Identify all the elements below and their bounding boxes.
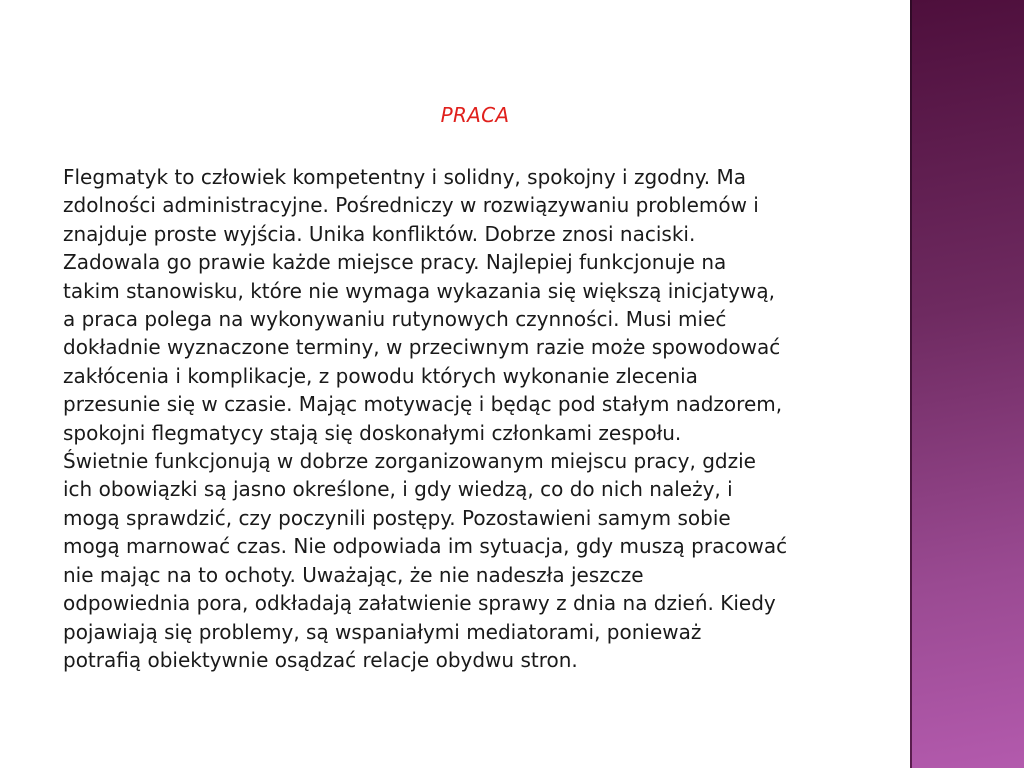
text-line: a praca polega na wykonywaniu rutynowych czynności. Musi mieć xyxy=(63,307,727,332)
text-line: mogą marnować czas. Nie odpowiada im sytuacja, gdy muszą pracować xyxy=(63,534,788,559)
text-line: dokładnie wyznaczone terminy, w przeciwnym razie może spowodować xyxy=(63,335,781,360)
text-line: potrafią obiektywnie osądzać relacje obydwu stron. xyxy=(63,647,578,672)
text-line: odpowiednia pora, odkładają załatwienie sprawy z dnia na dzień. Kiedy xyxy=(63,591,776,616)
text-line: takim stanowisku, które nie wymaga wykazania się większą inicjatywą, xyxy=(63,278,775,303)
slide-body-text xyxy=(63,163,899,674)
text-line: ich obowiązki są jasno określone, i gdy wiedzą, co do nich należy, i xyxy=(63,477,733,502)
text-line: Zadowala go prawie każde miejsce pracy. Najlepiej funkcjonuje na xyxy=(63,250,727,275)
text-line: zakłócenia i komplikacje, z powodu których wykonanie zlecenia xyxy=(63,363,698,388)
text-line: spokojni flegmatycy stają się doskonałymi członkami zespołu. xyxy=(63,420,682,445)
text-line: pojawiają się problemy, są wspaniałymi mediatorami, ponieważ xyxy=(63,619,702,644)
slide-title: PRACA xyxy=(440,103,510,127)
text-line: znajduje proste wyjścia. Unika konfliktów. Dobrze znosi naciski. xyxy=(63,221,696,246)
text-line: zdolności administracyjne. Pośredniczy w rozwiązywaniu problemów i xyxy=(63,193,759,218)
text-line: Flegmatyk to człowiek kompetentny i solidny, spokojny i zgodny. Ma xyxy=(63,165,746,189)
text-line: mogą sprawdzić, czy poczynili postępy. Pozostawieni samym sobie xyxy=(63,505,731,530)
text-line: przesunie się w czasie. Mając motywację i będąc pod stałym nadzorem, xyxy=(63,392,783,417)
text-line: nie mając na to ochoty. Uważając, że nie nadeszła jeszcze xyxy=(63,562,644,587)
text-line: Świetnie funkcjonują w dobrze zorganizowanym miejscu pracy, gdzie xyxy=(63,449,756,474)
